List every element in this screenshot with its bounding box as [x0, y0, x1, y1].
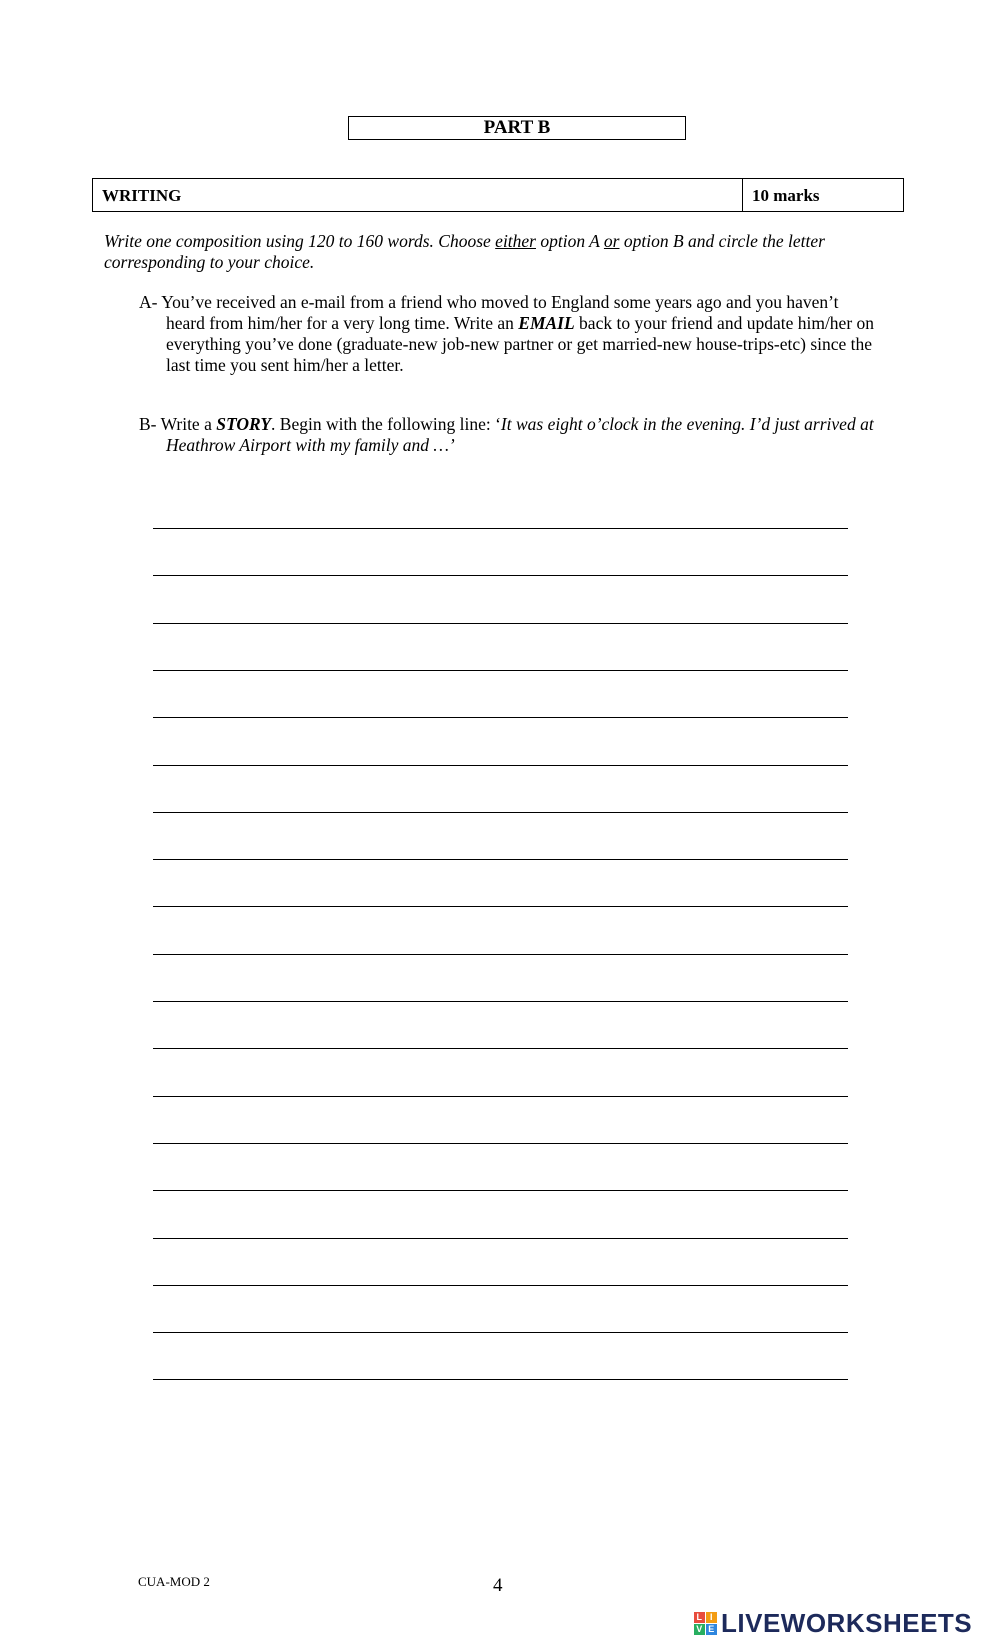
instructions-or: or: [603, 231, 620, 251]
option-a-email: EMAIL: [518, 313, 575, 333]
answer-line[interactable]: [153, 1143, 848, 1144]
logo-mark-icon: [694, 1612, 717, 1635]
instructions-either: either: [495, 231, 536, 251]
answer-line[interactable]: [153, 1238, 848, 1239]
instructions: [104, 231, 864, 273]
answer-line[interactable]: [153, 954, 848, 955]
instructions-text-3: option B and circle the letter corresponding to your choice.: [104, 231, 825, 272]
logo-mark-letter: V: [694, 1624, 705, 1635]
option-b-text-1: Write a: [160, 414, 217, 434]
option-a-text-2: back to your friend and update him/her on everything you’ve done (graduate-new job-new partner or get married-new house-trips-etc) since the last time you sent him/her a letter.: [166, 313, 875, 375]
option-b-text-2: . Begin with the following line: ‘: [271, 414, 501, 434]
answer-line[interactable]: [153, 717, 848, 718]
logo-mark-letter: E: [706, 1624, 717, 1635]
logo-text: LIVEWORKSHEETS: [721, 1608, 973, 1638]
answer-line[interactable]: [153, 528, 848, 529]
answer-line[interactable]: [153, 1332, 848, 1333]
logo-mark-letter: I: [706, 1612, 717, 1623]
answer-line[interactable]: [153, 859, 848, 860]
answer-line[interactable]: [153, 765, 848, 766]
option-b-quote: It was eight o’clock in the evening. I’d just arrived at Heathrow Airport with my family and …’: [166, 414, 874, 455]
option-b-story: STORY: [216, 414, 272, 434]
answer-line[interactable]: [153, 906, 848, 907]
option-b-marker: B-: [139, 414, 157, 434]
part-title: PART B: [348, 116, 686, 140]
answer-line[interactable]: [153, 670, 848, 671]
option-a: [139, 292, 879, 376]
answer-line[interactable]: [153, 1190, 848, 1191]
answer-line[interactable]: [153, 1379, 848, 1380]
section-title: WRITING: [93, 179, 743, 211]
answer-line[interactable]: [153, 575, 848, 576]
option-a-marker: A-: [139, 292, 158, 312]
section-header-table: [92, 178, 904, 212]
option-b-body: [139, 414, 879, 456]
answer-line[interactable]: [153, 812, 848, 813]
option-a-text-1: You’ve received an e-mail from a friend who moved to England some years ago and you haven’t heard from him/her for a very long time. Write an: [161, 292, 839, 333]
footer-code: CUA-MOD 2: [138, 1574, 210, 1589]
instructions-text-1: Write one composition using 120 to 160 words. Choose: [104, 231, 496, 251]
answer-line[interactable]: [153, 1001, 848, 1002]
section-marks: 10 marks: [752, 186, 820, 205]
answer-line[interactable]: [153, 1048, 848, 1049]
logo-mark-letter: L: [694, 1612, 705, 1623]
page-number: 4: [493, 1575, 503, 1596]
option-b: [139, 414, 879, 456]
answer-line[interactable]: [153, 1285, 848, 1286]
option-a-body: [139, 292, 879, 376]
answer-line[interactable]: [153, 1096, 848, 1097]
instructions-text-2: option A: [536, 231, 604, 251]
answer-line[interactable]: [153, 623, 848, 624]
liveworksheets-logo: [694, 1608, 972, 1639]
